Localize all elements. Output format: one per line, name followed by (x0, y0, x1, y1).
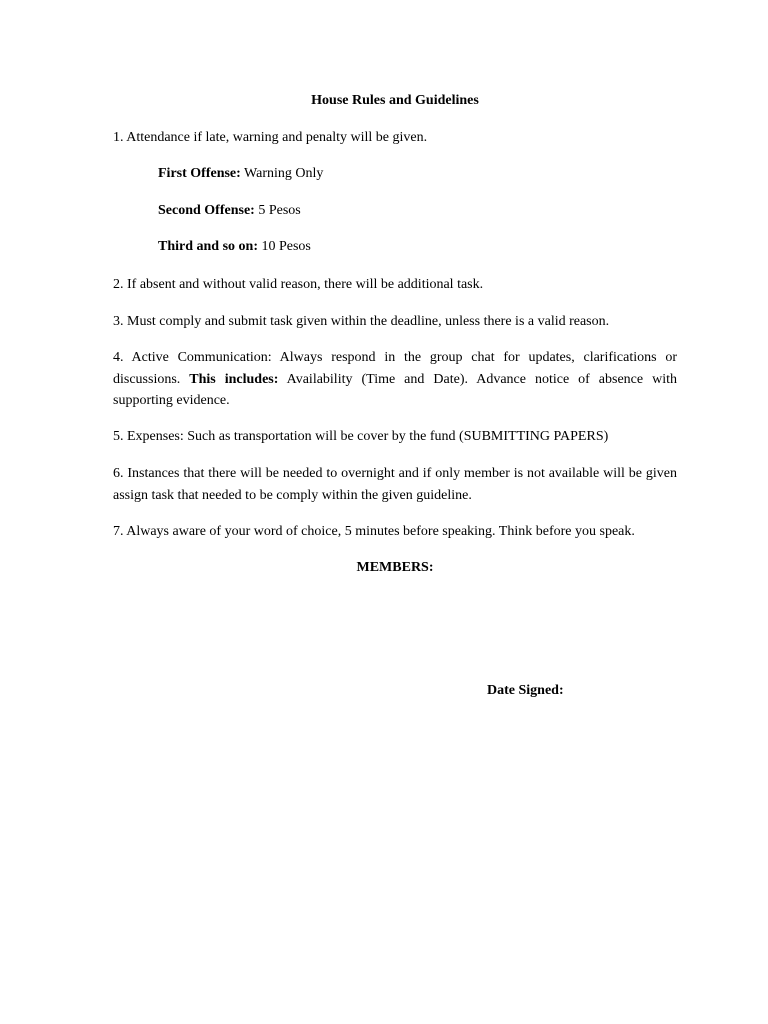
rule-4-details: Availability (Time and Date). Advance notice of absence with supporting evidence. (113, 371, 677, 408)
offense-third (158, 237, 311, 257)
rule-6: 6. Instances that there will be needed to overnight and if only member is not available will be given assign task that needed to be comply within the given guideline. (113, 466, 677, 503)
offense-third-label: Third and so on: (158, 239, 258, 254)
offense-second-label: Second Offense: (158, 203, 255, 218)
offense-third-value: 10 Pesos (257, 239, 311, 254)
date-signed-label: Date Signed: (487, 683, 564, 698)
rule-5: 5. Expenses: Such as transportation will be cover by the fund (SUBMITTING PAPERS) (113, 429, 609, 444)
document-title: House Rules and Guidelines (311, 93, 479, 108)
rule-4-intro: 4. Active Communication: Always respond in the group chat for updates, clarifications or discussions. (113, 350, 677, 387)
offense-second-value: 5 Pesos (254, 203, 301, 218)
rule-2: 2. If absent and without valid reason, there will be additional task. (113, 277, 484, 292)
offense-second (158, 201, 301, 221)
offense-first (158, 164, 323, 184)
rule-7: 7. Always aware of your word of choice, 5 minutes before speaking. Think before you speak. (113, 524, 635, 539)
rule-1: 1. Attendance if late, warning and penalty will be given. (113, 130, 428, 145)
offense-first-label: First Offense: (158, 166, 241, 181)
rule-3: 3. Must comply and submit task given within the deadline, unless there is a valid reason. (113, 314, 610, 329)
rule-4 (113, 347, 677, 412)
offense-first-value: Warning Only (240, 166, 324, 181)
rule-4-includes-label: This includes: (189, 371, 279, 387)
members-heading: MEMBERS: (356, 560, 434, 575)
